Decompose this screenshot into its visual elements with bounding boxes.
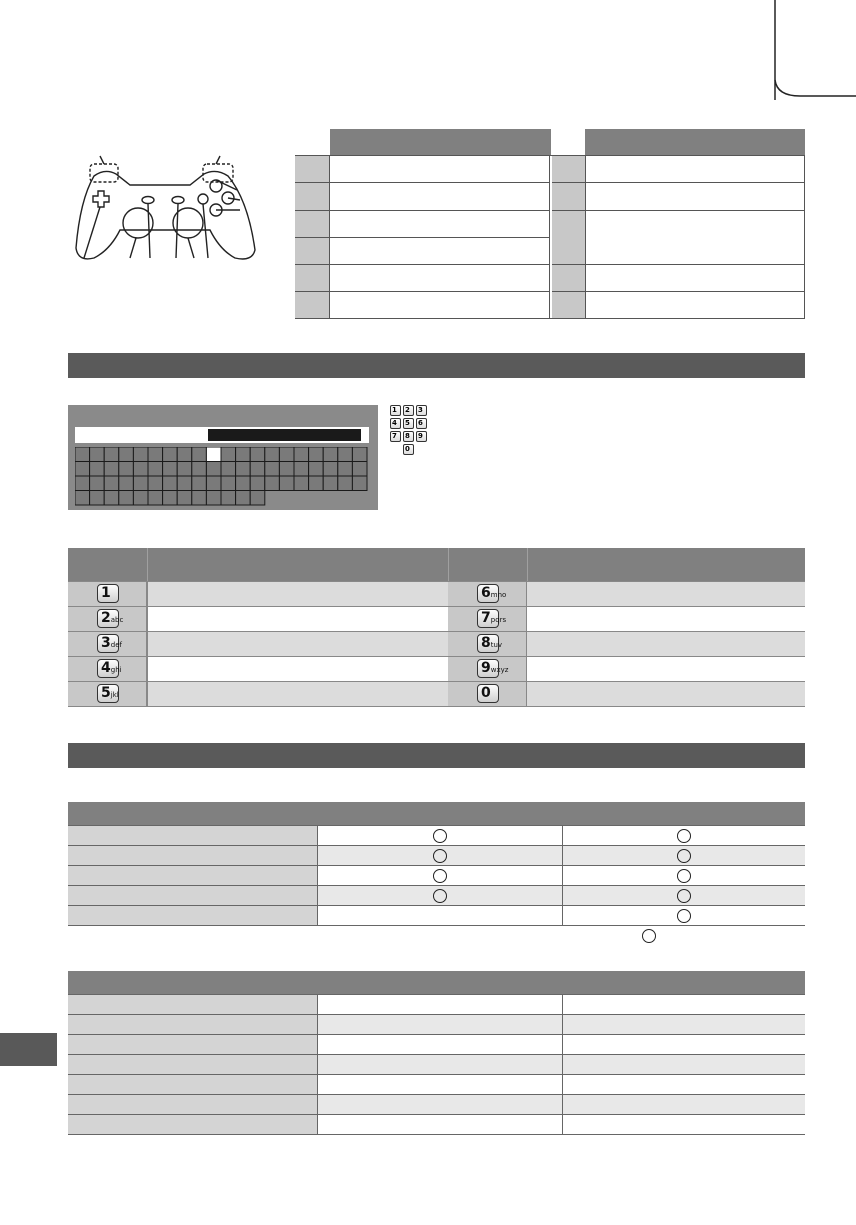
keypad-key-0: 0 — [477, 684, 499, 703]
keyboard-key — [221, 476, 236, 491]
circle-mark-icon — [677, 869, 691, 883]
table-header-right — [585, 129, 805, 155]
keyboard-key — [338, 462, 353, 477]
keyboard-key — [104, 476, 119, 491]
keyboard-key — [148, 476, 163, 491]
table-row — [68, 845, 805, 865]
keyboard-key — [265, 462, 280, 477]
keyboard-key — [236, 491, 251, 506]
keyboard-key — [221, 491, 236, 506]
numeric-keypad-icon: 1 2 3 4 5 6 7 8 9 0 — [390, 405, 440, 457]
keypad-key-1: 1 — [97, 584, 119, 603]
keyboard-key — [192, 491, 207, 506]
circle-mark-icon — [677, 889, 691, 903]
keyboard-key — [177, 476, 192, 491]
keyboard-key — [294, 476, 309, 491]
keyboard-key — [279, 462, 294, 477]
circle-mark-icon — [642, 929, 656, 943]
keypad-key-8: 8tuv — [477, 634, 499, 653]
onscreen-keyboard-panel — [68, 405, 378, 510]
table-row — [68, 631, 805, 656]
keyboard-key — [133, 447, 148, 462]
keyboard-key — [279, 476, 294, 491]
keyboard-key — [221, 462, 236, 477]
keyboard-key — [192, 447, 207, 462]
keyboard-key — [192, 462, 207, 477]
keyboard-key — [206, 462, 221, 477]
table-header-left — [330, 129, 551, 155]
keyboard-key — [338, 447, 353, 462]
keyboard-key — [236, 462, 251, 477]
circle-mark-icon — [677, 909, 691, 923]
keyboard-key — [163, 476, 178, 491]
keyboard-key — [309, 447, 324, 462]
keyboard-key — [104, 462, 119, 477]
keyboard-key — [104, 491, 119, 506]
keyboard-key — [192, 476, 207, 491]
keypad-key-3: 3def — [97, 634, 119, 653]
keyboard-key — [177, 491, 192, 506]
keyboard-key — [206, 447, 221, 462]
keyboard-key — [90, 462, 105, 477]
keyboard-key — [90, 447, 105, 462]
keypad-key-4: 4ghi — [97, 659, 119, 678]
keyboard-key — [119, 491, 134, 506]
table-row — [68, 1074, 805, 1094]
circle-mark-icon — [433, 849, 447, 863]
circle-mark-icon — [677, 849, 691, 863]
keypad-key-9: 9wxyz — [477, 659, 499, 678]
keyboard-key — [177, 447, 192, 462]
table-row — [68, 1014, 805, 1034]
circle-mark-icon — [433, 829, 447, 843]
keyboard-key — [148, 447, 163, 462]
keypad-key-7: 7pqrs — [477, 609, 499, 628]
keyboard-key — [119, 462, 134, 477]
keyboard-key — [236, 476, 251, 491]
table-row — [68, 885, 805, 905]
keyboard-key — [75, 462, 90, 477]
keyboard-key — [265, 447, 280, 462]
table-row — [68, 656, 805, 681]
keypad-key-2: 2abc — [97, 609, 119, 628]
keypad-table — [68, 548, 805, 708]
keyboard-key — [338, 476, 353, 491]
keyboard-key — [236, 447, 251, 462]
keyboard-key — [265, 476, 280, 491]
keyboard-key — [309, 462, 324, 477]
section-bar-1 — [68, 353, 805, 378]
keyboard-key — [75, 491, 90, 506]
keyboard-key — [75, 476, 90, 491]
keyboard-key — [250, 476, 265, 491]
table-row — [68, 1094, 805, 1114]
keyboard-key — [133, 491, 148, 506]
table-row — [68, 1034, 805, 1054]
keyboard-key — [206, 476, 221, 491]
side-tab — [0, 1033, 57, 1066]
button-table — [295, 155, 805, 319]
compat-table-2 — [68, 971, 805, 1131]
keyboard-key — [119, 476, 134, 491]
keyboard-key — [352, 476, 367, 491]
keyboard-key — [352, 462, 367, 477]
keyboard-key — [163, 462, 178, 477]
table-row — [68, 865, 805, 885]
table-row — [68, 681, 805, 706]
keyboard-key — [250, 462, 265, 477]
keyboard-key — [119, 447, 134, 462]
keyboard-key — [133, 476, 148, 491]
keyboard-key — [177, 462, 192, 477]
keyboard-key — [163, 447, 178, 462]
table-row — [68, 606, 805, 631]
keyboard-key — [309, 476, 324, 491]
table-row — [68, 581, 805, 606]
circle-mark-icon — [677, 829, 691, 843]
keyboard-key — [90, 491, 105, 506]
keyboard-grid — [75, 447, 373, 507]
keyboard-key — [206, 491, 221, 506]
keypad-key-5: 5jkl — [97, 684, 119, 703]
keyboard-key — [323, 447, 338, 462]
gamepad-diagram-icon — [70, 150, 260, 265]
keyboard-key — [148, 462, 163, 477]
compat-table-1 — [68, 802, 805, 924]
keyboard-key — [323, 476, 338, 491]
table-row — [68, 825, 805, 845]
keyboard-key — [90, 476, 105, 491]
keyboard-key — [352, 447, 367, 462]
table-row — [68, 1114, 805, 1134]
keyboard-key — [148, 491, 163, 506]
keyboard-key — [294, 447, 309, 462]
table-row — [68, 994, 805, 1014]
keyboard-key — [294, 462, 309, 477]
circle-mark-icon — [433, 869, 447, 883]
circle-mark-icon — [433, 889, 447, 903]
keyboard-key — [163, 491, 178, 506]
keyboard-key — [133, 462, 148, 477]
table-row — [68, 1054, 805, 1074]
keyboard-key — [104, 447, 119, 462]
keyboard-key — [221, 447, 236, 462]
keyboard-key — [323, 462, 338, 477]
keyboard-key — [250, 491, 265, 506]
keyboard-key — [279, 447, 294, 462]
section-bar-2 — [68, 743, 805, 768]
keyboard-key — [75, 447, 90, 462]
table-row — [68, 905, 805, 925]
keyboard-key — [250, 447, 265, 462]
keypad-key-6: 6mno — [477, 584, 499, 603]
